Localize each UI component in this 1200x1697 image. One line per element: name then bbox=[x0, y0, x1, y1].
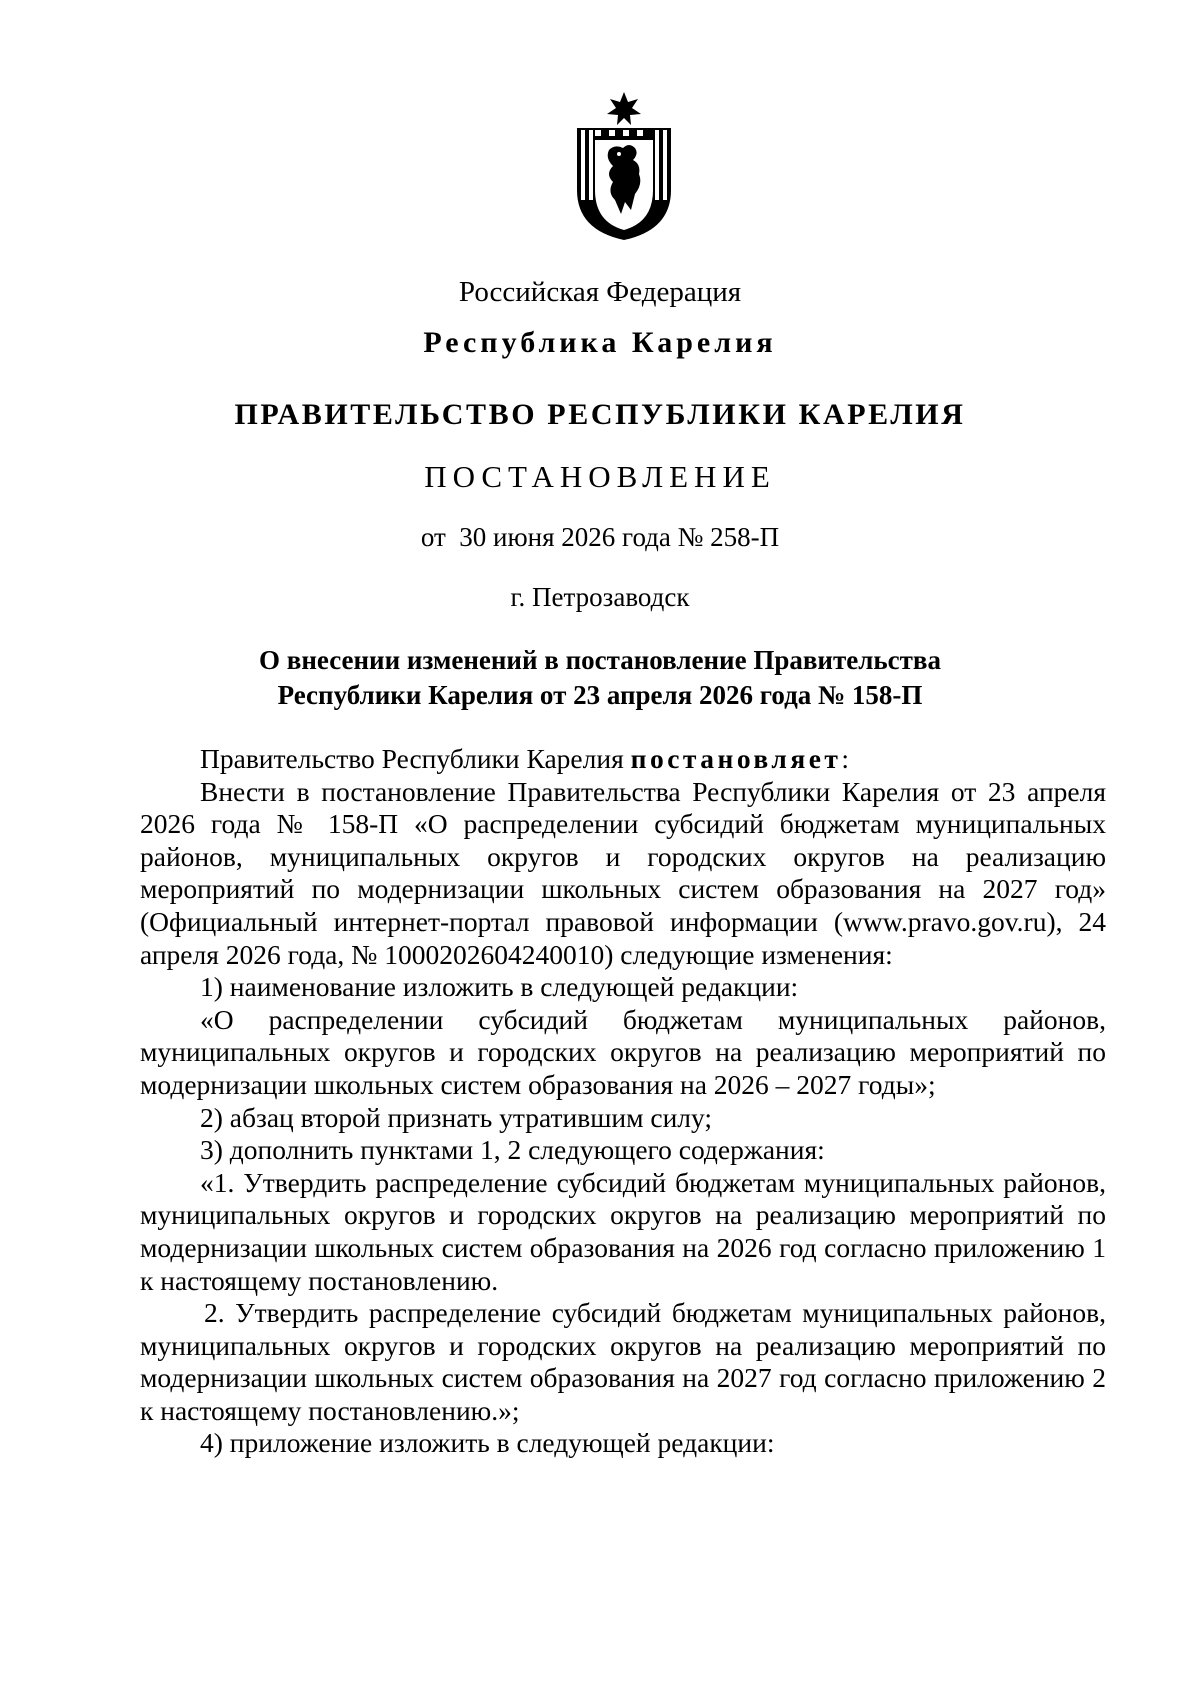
document-city: г. Петрозаводск bbox=[510, 582, 690, 612]
paragraph-3: «О распределении субсидий бюджетам муниципальных районов, муниципальных округов и городских округов на реализацию мероприятий по модернизации школьных систем образования на 2026 – 2027 годы»; bbox=[140, 1003, 1106, 1100]
title-line-1: О внесении изменений в постановление Правительства bbox=[259, 645, 941, 675]
paragraph-4: 2) абзац второй признать утратившим силу; bbox=[200, 1101, 713, 1133]
intro-suffix: : bbox=[841, 743, 850, 774]
intro-prefix: Правительство Республики Карелия bbox=[200, 743, 631, 774]
karelia-coat-of-arms-icon bbox=[569, 90, 679, 242]
document-date-number: от 30 июня 2026 года № 258-П bbox=[420, 522, 780, 552]
intro-paragraph bbox=[140, 743, 1106, 776]
document-body bbox=[140, 743, 1106, 1460]
country-name: Российская Федерация bbox=[458, 276, 742, 308]
paragraph-7: 2. Утвердить распределение субсидий бюджетам муниципальных районов, муниципальных округов и городских округов на реализацию мероприятий по модернизации школьных систем образования на 2027 год согласно приложению 2 к настоящему постановлению.»; bbox=[140, 1297, 1106, 1426]
title-line-2: Республики Карелия от 23 апреля 2026 года № 158-П bbox=[277, 680, 923, 710]
paragraph-1: Внести в постановление Правительства Республики Карелия от 23 апреля 2026 года № 158-П «О распределении субсидий бюджетам муниципальных районов, муниципальных округов и городских округов на реализацию мероприятий по модернизации школьных систем образования на 2027 год» (Официальный интернет-портал правовой информации (www.pravo.gov.ru), 24 апреля 2026 года, № 1000202604240010) следующие изменения: bbox=[140, 775, 1106, 970]
paragraph-5: 3) дополнить пунктами 1, 2 следующего содержания: bbox=[200, 1134, 825, 1166]
document-type: ПОСТАНОВЛЕНИЕ bbox=[424, 459, 776, 494]
republic-name: Республика Карелия bbox=[423, 326, 777, 359]
government-name: ПРАВИТЕЛЬСТВО РЕСПУБЛИКИ КАРЕЛИЯ bbox=[234, 398, 966, 431]
paragraph-8: 4) приложение изложить в следующей редакции: bbox=[200, 1427, 775, 1459]
document-title bbox=[0, 643, 1200, 713]
intro-spaced-word: постановляет bbox=[630, 743, 842, 774]
paragraph-6: «1. Утвердить распределение субсидий бюджетам муниципальных районов, муниципальных округов и городских округов на реализацию мероприятий по модернизации школьных систем образования на 2026 год согласно приложению 1 к настоящему постановлению. bbox=[140, 1166, 1106, 1296]
paragraph-2: 1) наименование изложить в следующей редакции: bbox=[200, 971, 799, 1003]
